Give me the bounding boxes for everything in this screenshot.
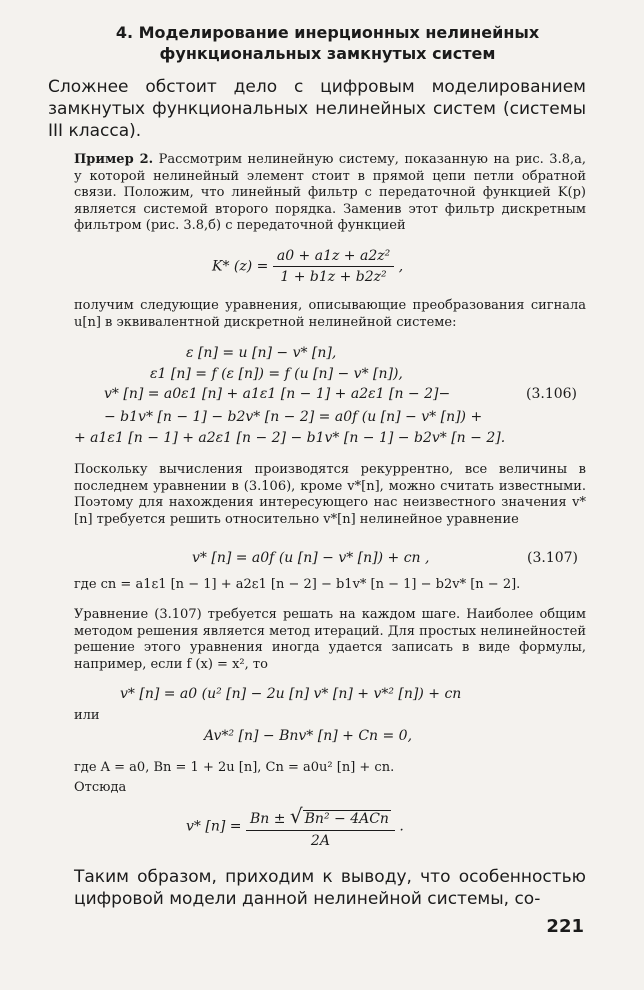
eq-k-lhs: K* (z) =	[212, 258, 269, 275]
eq-system-line-2: ε1 [n] = f (ε [n]) = f (u [n] − v* [n]),	[150, 366, 403, 382]
equation-root	[186, 804, 404, 849]
sqrt-symbol: √	[289, 804, 303, 828]
eq-k-tail: ,	[398, 258, 404, 275]
eq-root-denominator: 2A	[310, 833, 330, 849]
eq-system-line-4: − b1v* [n − 1] − b2v* [n − 2] = a0f (u [n] − v* [n]) +	[104, 409, 483, 425]
heading-line-1: 4. Моделирование инерционных нелинейных	[115, 23, 540, 42]
example-text: Рассмотрим нелинейную систему, показанную на рис. 3.8,а, у которой нелинейный элемент стоит в прямой цепи петли обратной связи. Положим, что линейный фильтр с передаточной функцией K(p) является системой второго порядка. Заменив этот фильтр дискретным фильтром (рис. 3.8,б) с передаточной функцией	[74, 152, 586, 234]
eq-root-numerator	[246, 804, 395, 831]
equation-square-nonlinearity: v* [n] = a0 (u² [n] − 2u [n] v* [n] + v*² [n]) + cn	[120, 686, 462, 702]
example-label: Пример 2.	[74, 152, 154, 167]
eq-k-fraction	[273, 248, 394, 285]
word-hence: Отсюда	[74, 780, 127, 795]
eq-k-denominator: 1 + b1z + b2z²	[280, 269, 387, 285]
equation-number-106: (3.106)	[526, 386, 578, 402]
page-number: 221	[546, 916, 584, 937]
eq-root-radicand: Bn² − 4ACn	[304, 811, 389, 827]
word-or: или	[74, 708, 100, 723]
equation-transfer-function	[212, 248, 403, 285]
outro-paragraph: Таким образом, приходим к выводу, что особенностью цифровой модели данной нелинейной системы, со-	[74, 867, 586, 909]
paragraph-iteration: Уравнение (3.107) требуется решать на каждом шаге. Наиболее общим методом решения является метод итераций. Для простых нелинейностей решение этого уравнения иногда удается записать в виде формулы, например, если f (x) = x², то	[74, 607, 586, 672]
section-heading	[60, 22, 595, 64]
equation-quadratic: Av*² [n] − Bnv* [n] + Cn = 0,	[204, 728, 413, 744]
eq-root-lhs: v* [n] =	[186, 818, 242, 835]
eq-root-tail: .	[399, 818, 404, 835]
eq-system-line-1: ε [n] = u [n] − v* [n],	[186, 345, 337, 361]
intro-paragraph: Сложнее обстоит дело с цифровым моделированием замкнутых функциональных нелинейных систем (системы III класса).	[48, 77, 586, 141]
eq-system-line-5: + a1ε1 [n − 1] + a2ε1 [n − 2] − b1v* [n − 1] − b2v* [n − 2].	[74, 430, 506, 446]
paragraph-after-transfer: получим следующие уравнения, описывающие преобразования сигнала u[n] в эквивалентной дискретной нелинейной системе:	[74, 298, 586, 330]
equation-number-107: (3.107)	[527, 550, 579, 566]
eq-root-num-pre: Bn ±	[249, 811, 286, 827]
eq-root-fraction	[246, 804, 395, 849]
example-paragraph	[74, 152, 586, 235]
paragraph-recurrent: Поскольку вычисления производятся рекуррентно, все величины в последнем уравнении в (3.106), кроме v*[n], можно считать известными. Поэтому для нахождения интересующего нас неизвестного значения v*[n] требуется решить относительно v*[n] нелинейное уравнение	[74, 462, 586, 527]
definition-cn: где cn = a1ε1 [n − 1] + a2ε1 [n − 2] − b1v* [n − 1] − b2v* [n − 2].	[74, 577, 521, 592]
eq-k-numerator: a0 + a1z + a2z²	[273, 248, 394, 267]
heading-line-2: функциональных замкнутых систем	[159, 44, 496, 63]
definition-abc: где A = a0, Bn = 1 + 2u [n], Cn = a0u² [n] + cn.	[74, 760, 395, 775]
eq-system-line-3: v* [n] = a0ε1 [n] + a1ε1 [n − 1] + a2ε1 [n − 2]−	[104, 386, 451, 402]
equation-107: v* [n] = a0f (u [n] − v* [n]) + cn ,	[192, 550, 430, 566]
